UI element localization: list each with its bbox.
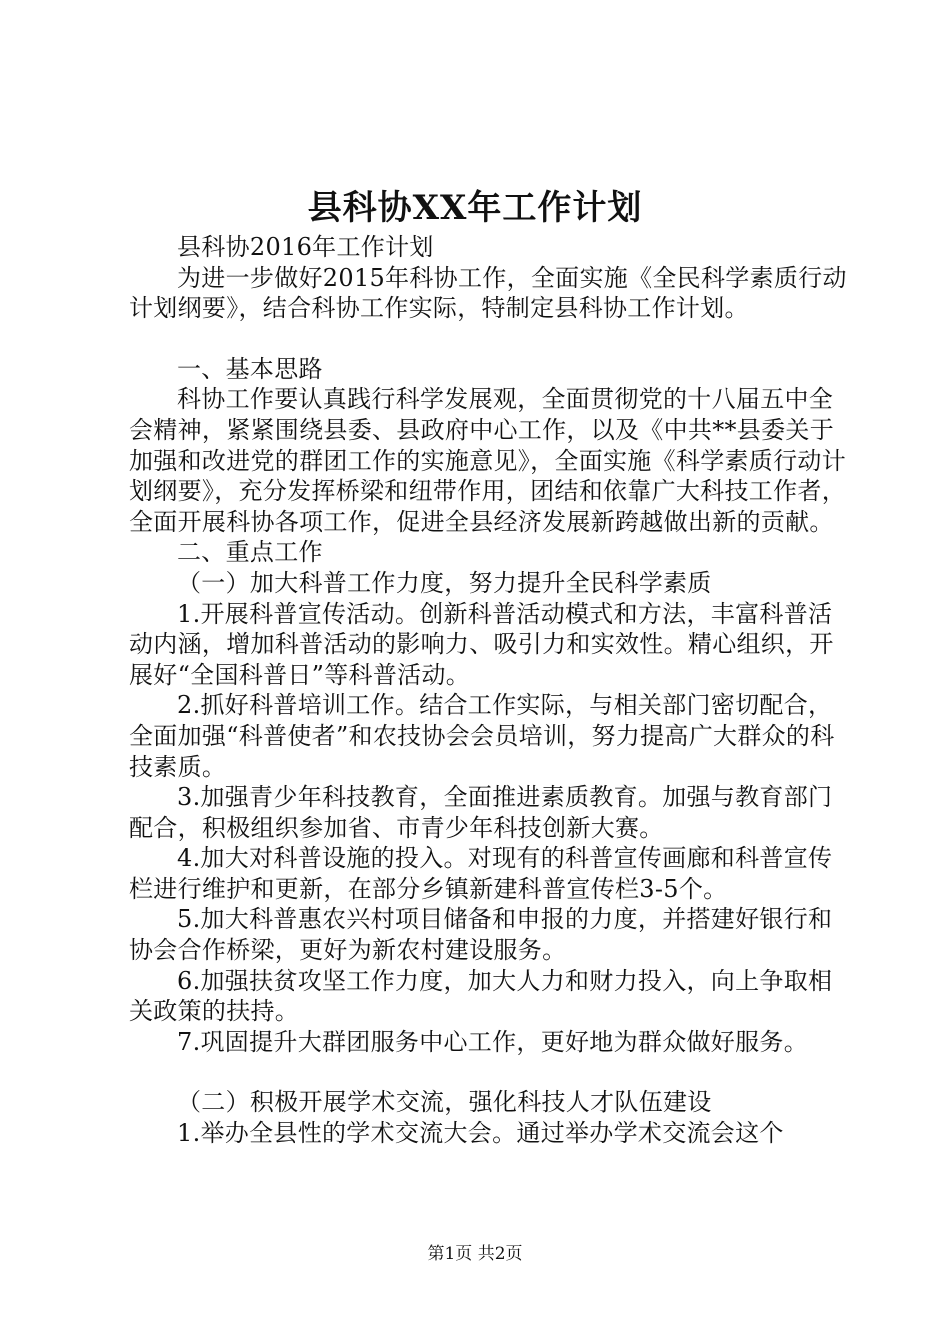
list-item-4: 4.加大对科普设施的投入。对现有的科普宣传画廊和科普宣传栏进行维护和更新，在部分乡镇新建科普宣传栏3-5个。 <box>129 844 833 903</box>
list-item-2: 2.抓好科普培训工作。结合工作实际，与相关部门密切配合，全面加强“科普使者”和农技协会会员培训，努力提高广大群众的科技素质。 <box>129 691 835 781</box>
section-heading-basic-ideas: 一、基本思路 <box>177 354 323 383</box>
list-item-6: 6.加强扶贫攻坚工作力度，加大人力和财力投入，向上争取相关政策的扶持。 <box>129 966 833 1026</box>
section-heading-key-work: 二、重点工作 <box>177 538 323 567</box>
list-item-3: 3.加强青少年科技教育，全面推进素质教育。加强与教育部门配合，积极组织参加省、市青少年科技创新大赛。 <box>129 783 833 842</box>
document-title: 县科协XX年工作计划 <box>307 188 643 228</box>
subsection-heading-academic-exchange: （二）积极开展学术交流，强化科技人才队伍建设 <box>177 1088 712 1117</box>
subtitle-paragraph: 县科协2016年工作计划 <box>177 233 434 261</box>
list-item-7: 7.巩固提升大群团服务中心工作，更好地为群众做好服务。 <box>177 1027 808 1056</box>
list-item-academic-1: 1.举办全县性的学术交流大会。通过举办学术交流会这个 <box>177 1119 784 1148</box>
intro-paragraph: 为进一步做好2015年科协工作，全面实施《全民科学素质行动计划纲要》，结合科协工作实际，特制定县科协工作计划。 <box>129 263 847 323</box>
basic-ideas-paragraph: 科协工作要认真践行科学发展观，全面贯彻党的十八届五中全会精神，紧紧围绕县委、县政府中心工作，以及《中共**县委关于加强和改进党的群团工作的实施意见》，全面实施《科学素质行动计划纲要》，充分发挥桥梁和纽带作用，团结和依靠广大科技工作者，全面开展科协各项工作，促进全县经济发展新跨越做出新的贡献。 <box>129 385 846 536</box>
list-item-1: 1.开展科普宣传活动。创新科普活动模式和方法，丰富科普活动内涵，增加科普活动的影响力、吸引力和实效性。精心组织，开展好“全国科普日”等科普活动。 <box>129 599 834 689</box>
subsection-heading-science-popularization: （一）加大科普工作力度，努力提升全民科学素质 <box>177 568 712 597</box>
list-item-5: 5.加大科普惠农兴村项目储备和申报的力度，并搭建好银行和协会合作桥梁，更好为新农村建设服务。 <box>129 905 833 965</box>
page-footer: 第1页 共2页 <box>427 1244 523 1264</box>
document-body <box>129 232 849 1149</box>
